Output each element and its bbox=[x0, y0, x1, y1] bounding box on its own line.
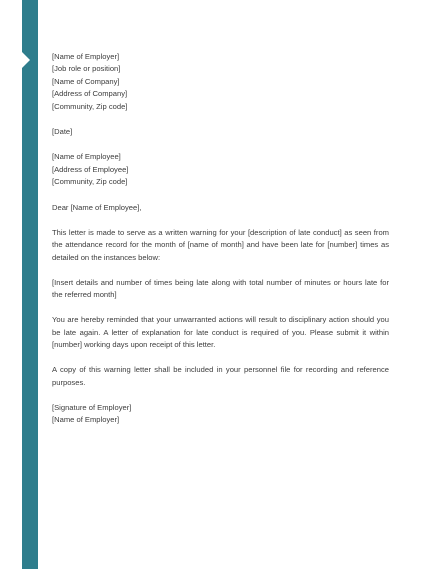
body-paragraph-warning: This letter is made to serve as a written warning for your [description of late conduct] as seen from the attendance record for the month of [name of month] and have been late for [number] times as detailed on the instances below: bbox=[52, 228, 389, 262]
salutation-block bbox=[52, 202, 389, 214]
warning-letter bbox=[52, 51, 389, 426]
employer-job-role: [Job role or position] bbox=[52, 64, 121, 74]
employer-name: [Name of Employer] bbox=[52, 52, 120, 61]
accent-side-bar bbox=[22, 0, 38, 569]
company-name: [Name of Company] bbox=[52, 76, 120, 86]
signature-block bbox=[52, 402, 389, 427]
employee-name: [Name of Employee] bbox=[52, 152, 121, 162]
signature-employer-name: [Name of Employer] bbox=[52, 414, 120, 424]
body-paragraph-details: [Insert details and number of times being late along with total number of minutes or hours late for the referred month] bbox=[52, 277, 389, 300]
employee-address: [Address of Employee] bbox=[52, 164, 129, 174]
employee-address-block bbox=[52, 151, 389, 188]
salutation: Dear [Name of Employee], bbox=[52, 202, 142, 212]
employer-address-block bbox=[52, 51, 389, 113]
body-paragraph-reminder: You are hereby reminded that your unwarranted actions will result to disciplinary action should you be late again. A letter of explanation for late conduct is required of you. Please submit it within [number] working days upon receipt of this letter. bbox=[52, 315, 389, 350]
company-community-zip: [Community, Zip code] bbox=[52, 101, 128, 111]
side-bar-notch bbox=[22, 52, 30, 68]
date-block bbox=[52, 126, 389, 138]
letter-date: [Date] bbox=[52, 127, 73, 137]
employee-community-zip: [Community, Zip code] bbox=[52, 177, 128, 187]
company-address: [Address of Company] bbox=[52, 89, 128, 99]
employer-signature: [Signature of Employer] bbox=[52, 402, 132, 412]
body-paragraph-copy: A copy of this warning letter shall be included in your personnel file for recording and reference purposes. bbox=[52, 365, 389, 387]
